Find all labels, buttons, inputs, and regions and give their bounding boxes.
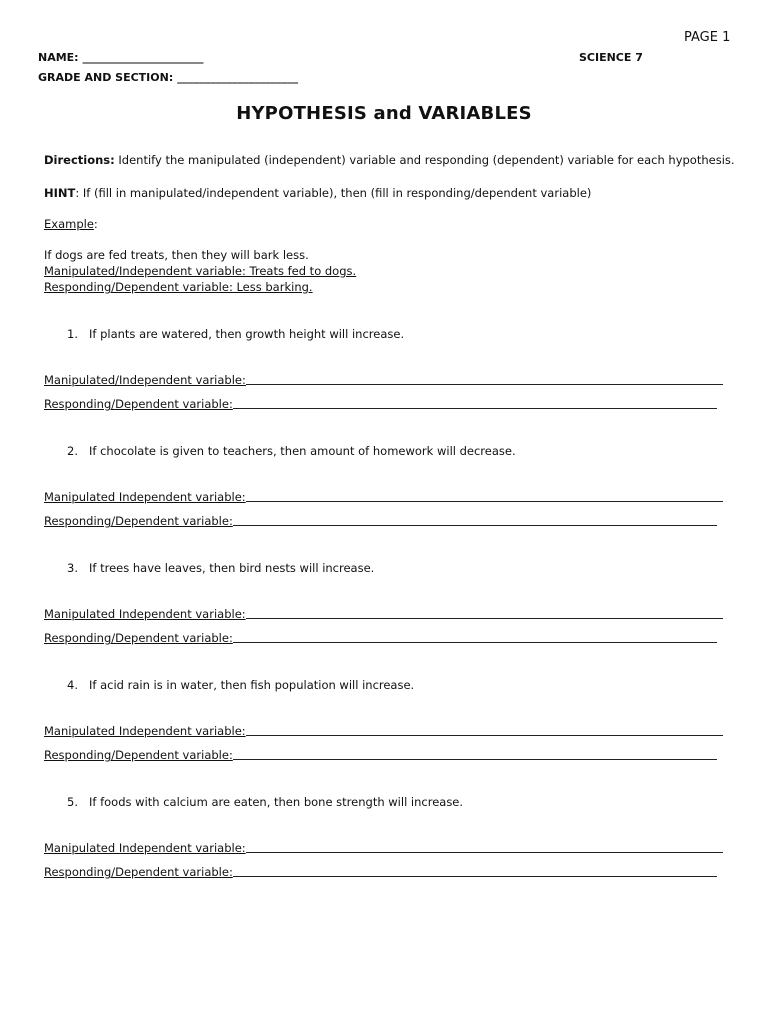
question-number: 5. <box>67 795 78 809</box>
answer-row-responding-3 <box>44 629 717 645</box>
answer-row-responding-5 <box>44 863 717 879</box>
question-number: 2. <box>67 444 78 458</box>
name-label: NAME: <box>38 51 79 64</box>
manipulated-answer-blank[interactable] <box>246 734 723 736</box>
name-field <box>38 51 203 64</box>
question-number: 1. <box>67 327 78 341</box>
manipulated-label: Manipulated Independent variable: <box>44 490 246 504</box>
responding-answer-blank[interactable] <box>233 641 717 643</box>
subject-label: SCIENCE 7 <box>579 51 643 64</box>
question-number: 3. <box>67 561 78 575</box>
responding-answer-blank[interactable] <box>233 407 717 409</box>
example-colon: : <box>93 217 98 231</box>
answer-row-manipulated-5 <box>44 839 723 855</box>
responding-label: Responding/Dependent variable: <box>44 748 233 762</box>
example-label: Example <box>44 217 94 231</box>
manipulated-answer-blank[interactable] <box>246 500 723 502</box>
name-blank: ______________________ <box>82 51 204 64</box>
directions-text: Identify the manipulated (independent) variable and responding (dependent) variable for each hypothesis. <box>114 153 735 167</box>
page-number: PAGE 1 <box>684 30 731 45</box>
grade-section-label: GRADE AND SECTION: <box>38 71 174 84</box>
question-2 <box>67 444 516 458</box>
answer-row-responding-2 <box>44 512 717 528</box>
question-number: 4. <box>67 678 78 692</box>
responding-answer-blank[interactable] <box>233 524 717 526</box>
page-title: HYPOTHESIS and VARIABLES <box>236 103 532 124</box>
responding-answer-blank[interactable] <box>233 875 717 877</box>
question-3 <box>67 561 374 575</box>
question-5 <box>67 795 463 809</box>
example-hypothesis: If dogs are fed treats, then they will bark less. <box>44 248 309 262</box>
answer-row-manipulated-2 <box>44 488 723 504</box>
question-text: If plants are watered, then growth height will increase. <box>89 327 405 341</box>
example-manipulated: Manipulated/Independent variable: Treats fed to dogs. <box>44 264 357 278</box>
responding-label: Responding/Dependent variable: <box>44 865 233 879</box>
responding-label: Responding/Dependent variable: <box>44 631 233 645</box>
question-text: If acid rain is in water, then fish population will increase. <box>89 678 415 692</box>
hint-label: HINT <box>44 186 76 200</box>
manipulated-label: Manipulated Independent variable: <box>44 607 246 621</box>
responding-label: Responding/Dependent variable: <box>44 397 233 411</box>
answer-row-manipulated-3 <box>44 605 723 621</box>
manipulated-label: Manipulated Independent variable: <box>44 724 246 738</box>
responding-label: Responding/Dependent variable: <box>44 514 233 528</box>
hint-text: : If (fill in manipulated/independent variable), then (fill in responding/dependent variable) <box>75 186 592 200</box>
hint <box>44 186 591 200</box>
directions <box>44 153 735 167</box>
question-text: If foods with calcium are eaten, then bone strength will increase. <box>89 795 464 809</box>
question-text: If chocolate is given to teachers, then amount of homework will decrease. <box>89 444 516 458</box>
grade-section-blank: ______________________ <box>177 71 299 84</box>
question-text: If trees have leaves, then bird nests will increase. <box>89 561 375 575</box>
example-responding: Responding/Dependent variable: Less barking. <box>44 280 313 294</box>
example-heading <box>44 217 98 231</box>
answer-row-manipulated-4 <box>44 722 723 738</box>
manipulated-label: Manipulated/Independent variable: <box>44 373 246 387</box>
manipulated-answer-blank[interactable] <box>246 617 723 619</box>
manipulated-answer-blank[interactable] <box>246 851 723 853</box>
question-4 <box>67 678 414 692</box>
directions-label: Directions: <box>44 153 115 167</box>
answer-row-responding-4 <box>44 746 717 762</box>
answer-row-manipulated-1 <box>44 371 723 387</box>
answer-row-responding-1 <box>44 395 717 411</box>
responding-answer-blank[interactable] <box>233 758 717 760</box>
question-1 <box>67 327 404 341</box>
manipulated-label: Manipulated Independent variable: <box>44 841 246 855</box>
grade-section-field <box>38 71 298 84</box>
manipulated-answer-blank[interactable] <box>246 383 723 385</box>
